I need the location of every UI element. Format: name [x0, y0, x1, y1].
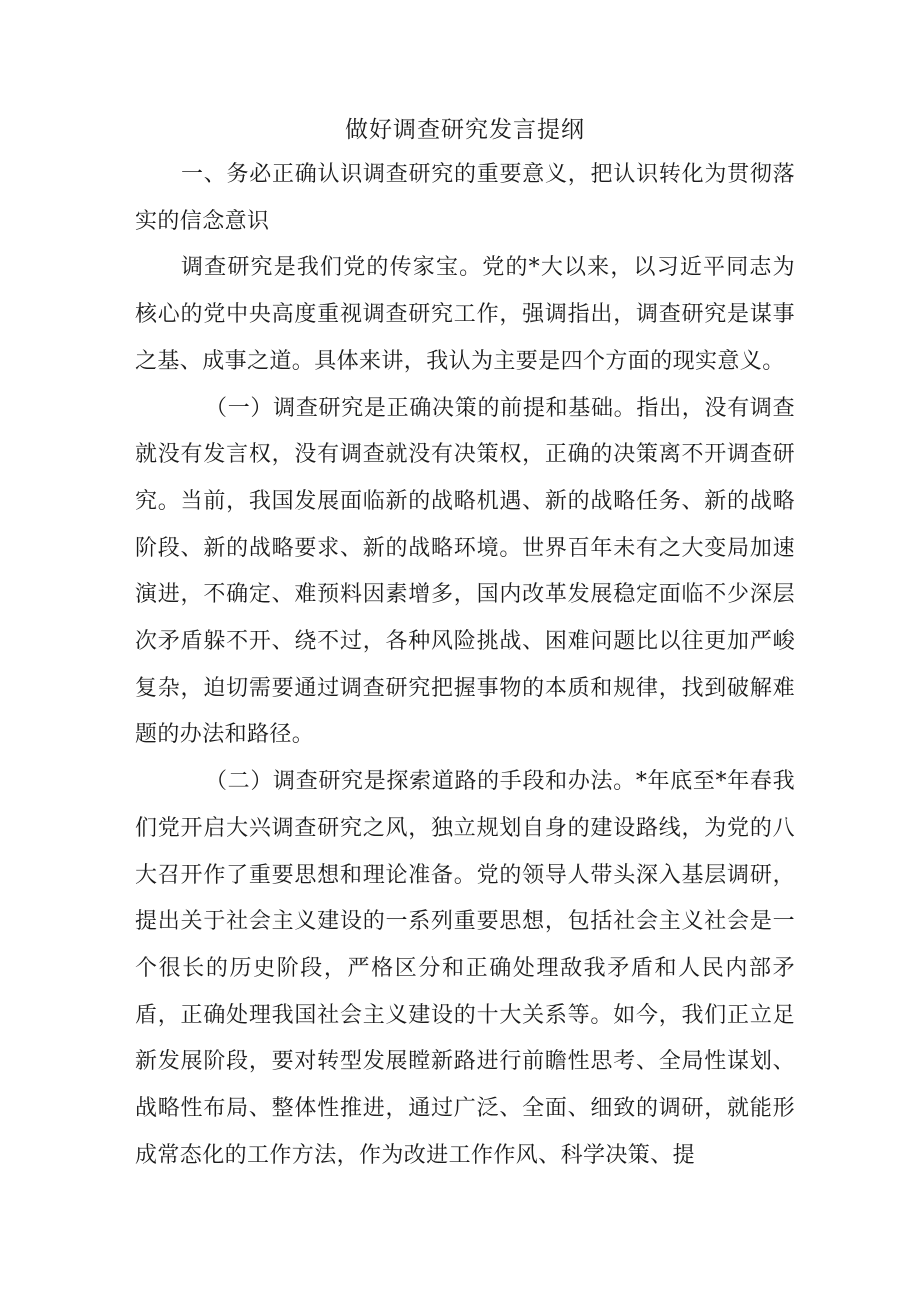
subsection-2-paragraph: （二）调查研究是探索道路的手段和办法。*年底至*年春我们党开启大兴调查研究之风，独立规划自身的建设路线，为党的八大召开作了重要思想和理论准备。党的领导人带头深入基层调研，提出关于社会主义建设的一系列重要思想，包括社会主义社会是一个很长的历史阶段，严格区分和正确处理敌我矛盾和人民内部矛盾，正确处理我国社会主义建设的十大关系等。如今，我们正立足新发展阶段，要对转型发展瞠新路进行前瞻性思考、全局性谋划、战略性布局、整体性推进，通过广泛、全面、细致的调研，就能形成常态化的工作方法，作为改进工作作风、科学决策、提 — [135, 769, 795, 1168]
document-page — [135, 108, 795, 1179]
subsection-1-paragraph: （一）调查研究是正确决策的前提和基础。指出，没有调查就没有发言权，没有调查就没有决策权，正确的决策离不开调查研究。当前，我国发展面临新的战略机遇、新的战略任务、新的战略阶段、新的战略要求、新的战略环境。世界百年未有之大变局加速演进，不确定、难预料因素增多，国内改革发展稳定面临不少深层次矛盾躲不开、绕不过，各种风险挑战、困难问题比以往更加严峻复杂，迫切需要通过调查研究把握事物的本质和规律，找到破解难题的办法和路径。 — [135, 395, 795, 748]
section-heading-1: 一、务必正确认识调查研究的重要意义，把认识转化为贯彻落实的信念意识 — [135, 162, 795, 234]
intro-paragraph: 调查研究是我们党的传家宝。党的*大以来，以习近平同志为核心的党中央高度重视调查研究工作，强调指出，调查研究是谋事之基、成事之道。具体来讲，我认为主要是四个方面的现实意义。 — [135, 255, 795, 374]
document-title: 做好调查研究发言提纲 — [345, 117, 585, 143]
